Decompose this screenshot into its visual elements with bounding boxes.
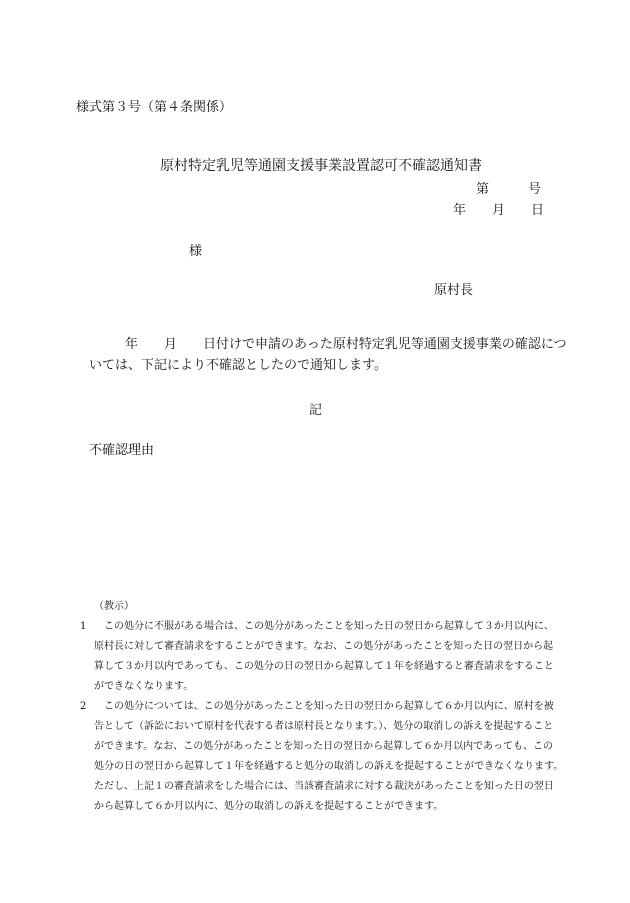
notice-item-line: ただし、上記１の審査請求をした場合には、当該審査請求に対する裁決があったことを知った日の翌日 [94,781,554,792]
notice-item-number: 1 [80,621,87,632]
notice-item-line: ができます。なお、この処分があったことを知った日の翌日から起算して６か月以内であっても、この [94,741,553,752]
addressee-honorific: 様 [189,244,203,259]
sender-name: 原村長 [434,283,474,298]
body-paragraph [89,334,567,376]
notice-item-line: 算して３か月以内であっても、この処分の日の翌日から起算して１年を経過すると審査請求をすること [94,661,554,672]
body-line-1: 年 月 日付けで申請のあった原村特定乳児等通園支援事業の確認につ [125,337,567,352]
document-number-line: 第 号 [476,182,542,197]
ki-heading: 記 [309,403,323,418]
notice-item-line: ができなくなります。 [94,681,194,692]
body-line-2: いては、下記により不確認としたので通知します。 [89,358,387,373]
notice-item-line: 処分の日の翌日から起算して１年を経過すると処分の取消しの訴えを提起することができなくなります。 [94,761,564,772]
document-date-line: 年 月 日 [453,203,545,218]
notice-item-number: 2 [80,701,87,712]
notice-item-1 [76,617,566,697]
notice-item-line: この処分については、この処分があったことを知った日の翌日から起算して６か月以内に、原村を被 [104,701,554,712]
notice-item-line: から起算して６か月以内に、処分の取消しの訴えを提起することができます。 [94,801,444,812]
reason-heading: 不確認理由 [89,443,155,458]
document-title: 原村特定乳児等通園支援事業設置認可不確認通知書 [160,158,482,174]
notice-item-line: この処分に不服がある場合は、この処分があったことを知った日の翌日から起算して３か月以内に、 [104,621,554,632]
notice-section [76,597,566,817]
notice-item-line: 原村長に対して審査請求をすることができます。なお、この処分があったことを知った日の翌日から起 [94,641,554,652]
notice-label: （教示） [94,601,134,612]
notice-item-line: 告として（訴訟において原村を代表する者は原村長となります。）、処分の取消しの訴えを提起すること [94,721,554,732]
form-number: 様式第３号（第４条関係） [76,100,233,115]
notice-item-2 [76,697,566,817]
